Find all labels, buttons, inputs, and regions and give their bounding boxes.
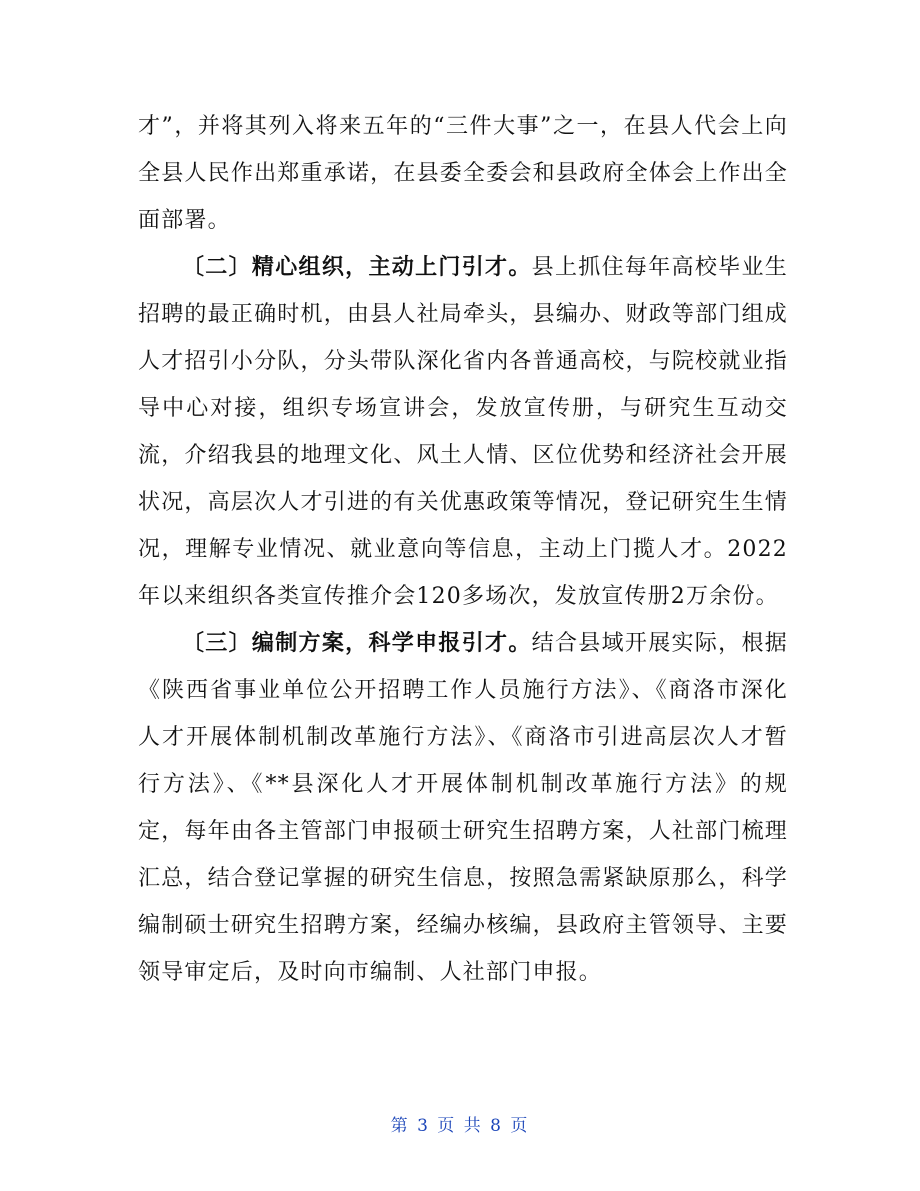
- section-heading-3: 〔三〕编制方案，科学申报引才。: [182, 630, 532, 656]
- footer-suffix: 页: [510, 1116, 530, 1136]
- paragraph-section-2: [138, 244, 788, 620]
- document-body: [138, 103, 788, 996]
- paragraph-text: 结合县域开展实际，根据《陕西省事业单位公开招聘工作人员施行方法》、《商洛市深化人才开展体制机制改革施行方法》、《商洛市引进高层次人才暂行方法》、《**县深化人才开展体制机制改革施行方法》的规定，每年由各主管部门申报硕士研究生招聘方案，人社部门梳理汇总，结合登记掌握的研究生信息，按照急需紧缺原那么，科学编制硕士研究生招聘方案，经编办核编，县政府主管领导、主要领导审定后，及时向市编制、人社部门申报。: [138, 631, 788, 985]
- page-footer: [0, 1111, 920, 1136]
- footer-prefix: 第: [390, 1116, 410, 1136]
- paragraph-text: 才”，并将其列入将来五年的“三件大事”之一，在县人代会上向全县人民作出郑重承诺，在县委全委会和县政府全体会上作出全面部署。: [138, 114, 788, 233]
- footer-page-number: 3: [417, 1116, 430, 1136]
- section-heading-2: 〔二〕精心组织，主动上门引才。: [182, 254, 532, 280]
- footer-total-pages: 8: [490, 1116, 503, 1136]
- paragraph-text: 县上抓住每年高校毕业生招聘的最正确时机，由县人社局牵头，县编办、财政等部门组成人才招引小分队，分头带队深化省内各普通高校，与院校就业指导中心对接，组织专场宣讲会，发放宣传册，与研究生互动交流，介绍我县的地理文化、风土人情、区位优势和经济社会开展状况，高层次人才引进的有关优惠政策等情况，登记研究生生情况，理解专业情况、就业意向等信息，主动上门揽人才。2022年以来组织各类宣传推介会120多场次，发放宣传册2万余份。: [138, 255, 788, 609]
- paragraph-continuation: [138, 103, 788, 244]
- paragraph-section-3: [138, 620, 788, 996]
- footer-middle: 页 共: [437, 1116, 483, 1136]
